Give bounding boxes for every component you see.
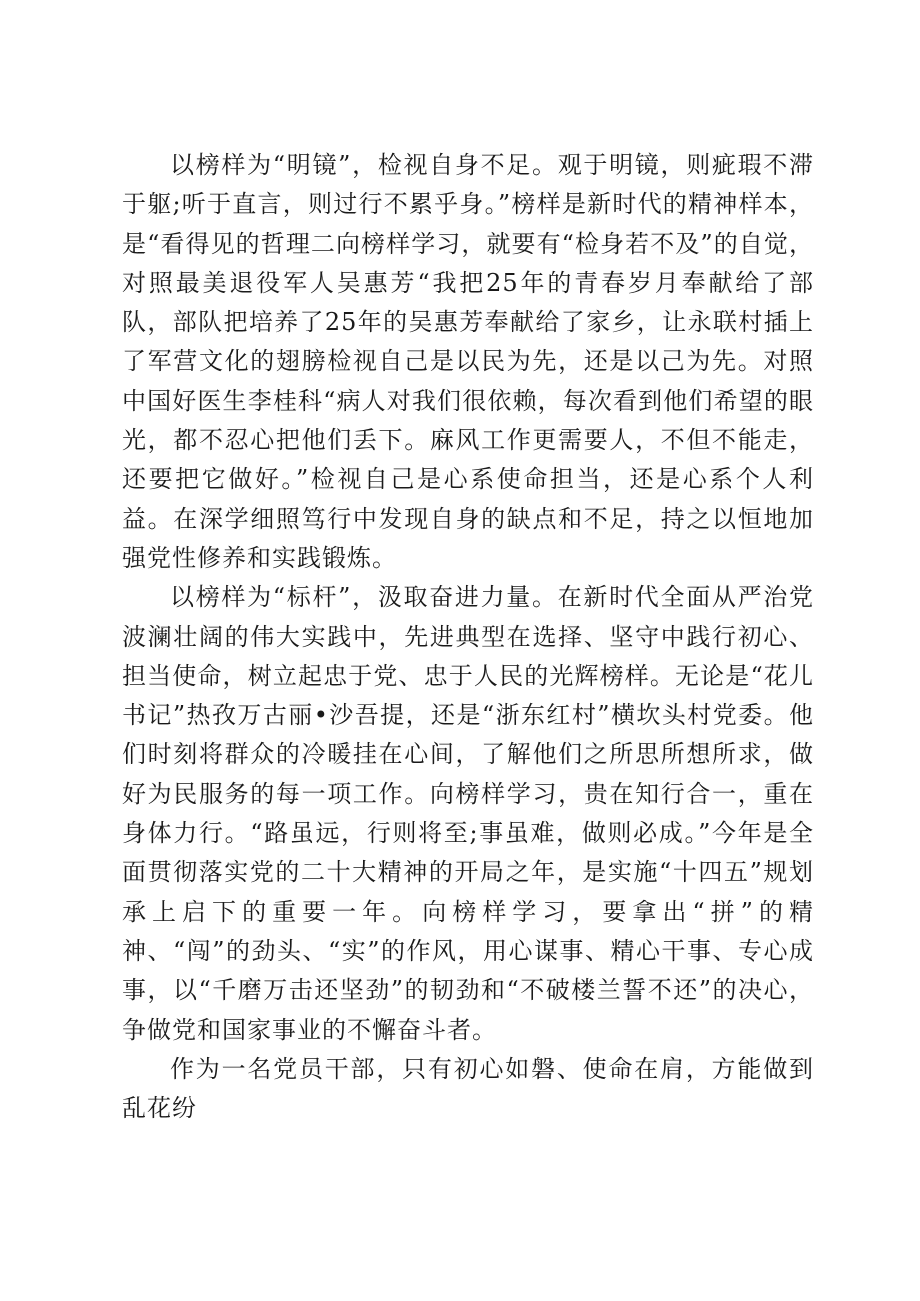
paragraph-benchmark: 以榜样为“标杆”，汲取奋进力量。在新时代全面从严治党波澜壮阔的伟大实践中，先进典型在选择、坚守中践行初心、担当使命，树立起忠于党、忠于人民的光辉榜样。无论是“花儿书记”热孜万古丽•沙吾提，还是“浙东红村”横坎头村党委。他们时刻将群众的冷暖挂在心间，了解他们之所思所想所求，做好为民服务的每一项工作。向榜样学习，贵在知行合一，重在身体力行。“路虽远，行则将至;事虽难，做则必成。”今年是全面贯彻落实党的二十大精神的开局之年，是实施“十四五”规划承上启下的重要一年。向榜样学习，要拿出“拼”的精神、“闯”的劲头、“实”的作风，用心谋事、精心干事、专心成事，以“千磨万击还坚劲”的韧劲和“不破楼兰誓不还”的决心，争做党和国家事业的不懈奋斗者。	[122, 583, 814, 1044]
paragraph-mirror: 以榜样为“明镜”，检视自身不足。观于明镜，则疵瑕不滞于躯;听于直言，则过行不累乎身。”榜样是新时代的精神样本，是“看得见的哲理二向榜样学习，就要有“检身若不及”的自觉，对照最美退役军人吴惠芳“我把25年的青春岁月奉献给了部队，部队把培养了25年的吴惠芳奉献给了家乡，让永联村插上了军营文化的翅膀检视自己是以民为先，还是以己为先。对照中国好医生李桂科“病人对我们很依赖，每次看到他们希望的眼光，都不忍心把他们丢下。麻风工作更需要人，不但不能走，还要把它做好。”检视自己是心系使命担当，还是心系个人利益。在深学细照笃行中发现自身的缺点和不足，持之以恒地加强党性修养和实践锻炼。	[122, 151, 814, 572]
document-body	[122, 146, 814, 1128]
paragraph-party-cadre: 作为一名党员干部，只有初心如磐、使命在肩，方能做到乱花纷	[122, 1054, 814, 1123]
